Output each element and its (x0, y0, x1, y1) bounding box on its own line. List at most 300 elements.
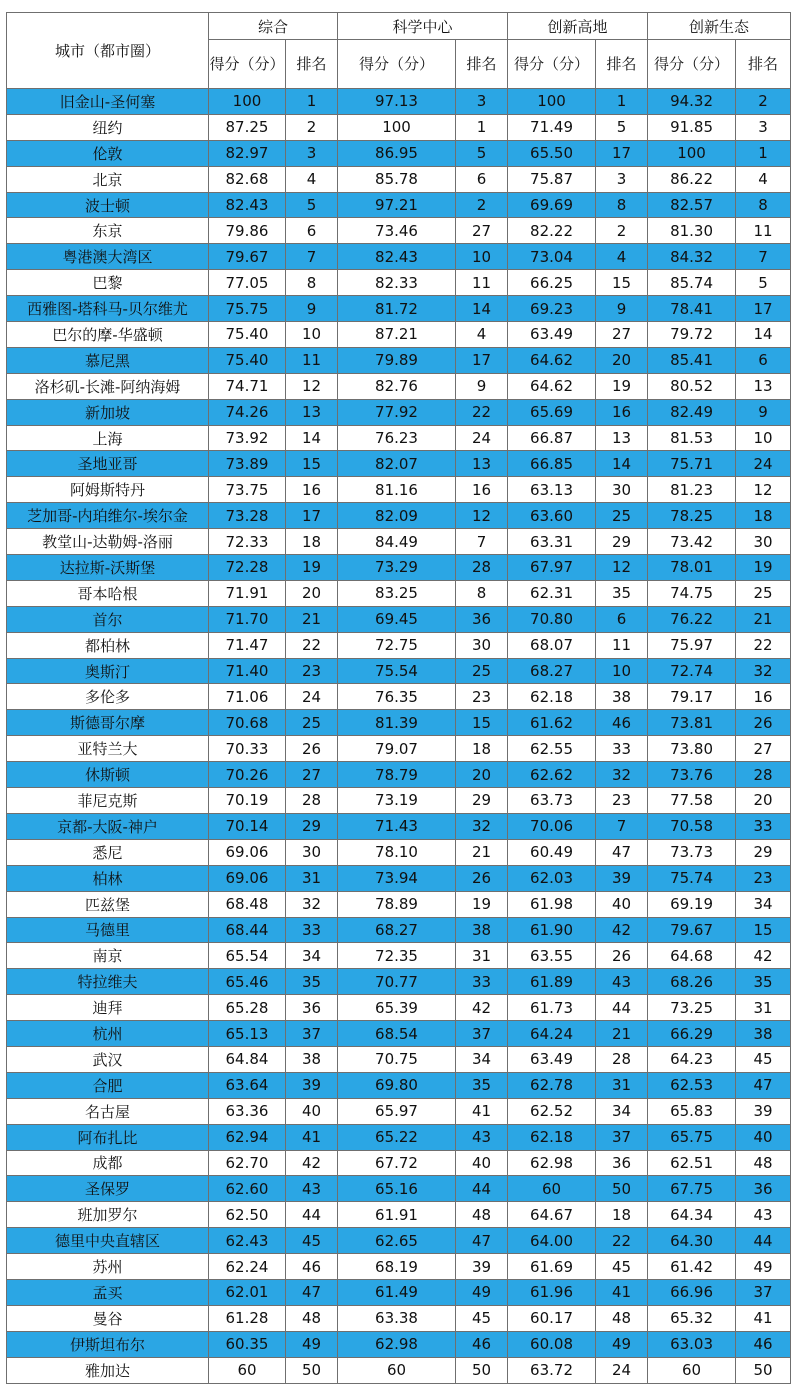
ecosystem-score-cell: 65.75 (648, 1124, 736, 1150)
ecosystem-rank-cell: 8 (736, 192, 791, 218)
highland-score-cell: 62.18 (508, 684, 596, 710)
highland-score-cell: 61.98 (508, 891, 596, 917)
ecosystem-rank-cell: 41 (736, 1305, 791, 1331)
ecosystem-rank-cell: 44 (736, 1228, 791, 1254)
ecosystem-rank-cell: 36 (736, 1176, 791, 1202)
science-rank-cell: 41 (456, 1098, 508, 1124)
highland-score-cell: 66.85 (508, 451, 596, 477)
highland-rank-cell: 6 (596, 606, 648, 632)
highland-rank-cell: 34 (596, 1098, 648, 1124)
table-row (7, 1124, 791, 1150)
table-row (7, 477, 791, 503)
science-rank-cell: 48 (456, 1202, 508, 1228)
ecosystem-score-cell: 64.23 (648, 1046, 736, 1072)
table-row (7, 943, 791, 969)
science-rank-cell: 16 (456, 477, 508, 503)
ecosystem-rank-cell: 29 (736, 839, 791, 865)
ecosystem-rank-cell: 5 (736, 270, 791, 296)
science-rank-cell: 34 (456, 1046, 508, 1072)
science-score-cell: 73.29 (338, 555, 456, 581)
science-rank-cell: 7 (456, 529, 508, 555)
science-score-cell: 65.22 (338, 1124, 456, 1150)
highland-score-cell: 71.49 (508, 114, 596, 140)
highland-score-cell: 66.25 (508, 270, 596, 296)
table-row (7, 1098, 791, 1124)
science-rank-cell: 14 (456, 296, 508, 322)
subheader-rank: 排名 (456, 40, 508, 89)
city-name-cell: 纽约 (7, 114, 209, 140)
city-name-cell: 奥斯汀 (7, 658, 209, 684)
city-name-cell: 伊斯坦布尔 (7, 1331, 209, 1357)
highland-rank-cell: 38 (596, 684, 648, 710)
ecosystem-rank-cell: 47 (736, 1072, 791, 1098)
ecosystem-rank-cell: 32 (736, 658, 791, 684)
composite-rank-cell: 44 (286, 1202, 338, 1228)
ecosystem-rank-cell: 34 (736, 891, 791, 917)
science-score-cell: 85.78 (338, 166, 456, 192)
city-column-header: 城市（都市圈） (7, 13, 209, 89)
table-row (7, 399, 791, 425)
science-score-cell: 73.94 (338, 865, 456, 891)
highland-rank-cell: 37 (596, 1124, 648, 1150)
highland-rank-cell: 48 (596, 1305, 648, 1331)
ecosystem-score-cell: 62.53 (648, 1072, 736, 1098)
city-name-cell: 西雅图-塔科马-贝尔维尤 (7, 296, 209, 322)
composite-rank-cell: 36 (286, 995, 338, 1021)
highland-rank-cell: 12 (596, 555, 648, 581)
science-score-cell: 68.19 (338, 1254, 456, 1280)
highland-score-cell: 63.13 (508, 477, 596, 503)
city-name-cell: 悉尼 (7, 839, 209, 865)
table-row (7, 684, 791, 710)
science-score-cell: 75.54 (338, 658, 456, 684)
composite-rank-cell: 35 (286, 969, 338, 995)
ecosystem-rank-cell: 15 (736, 917, 791, 943)
science-score-cell: 82.07 (338, 451, 456, 477)
ecosystem-score-cell: 100 (648, 140, 736, 166)
composite-score-cell: 75.40 (209, 322, 286, 348)
highland-rank-cell: 42 (596, 917, 648, 943)
science-rank-cell: 8 (456, 580, 508, 606)
table-row (7, 192, 791, 218)
science-rank-cell: 6 (456, 166, 508, 192)
ecosystem-score-cell: 78.41 (648, 296, 736, 322)
table-row (7, 270, 791, 296)
composite-score-cell: 64.84 (209, 1046, 286, 1072)
highland-rank-cell: 47 (596, 839, 648, 865)
science-rank-cell: 36 (456, 606, 508, 632)
highland-rank-cell: 4 (596, 244, 648, 270)
table-row (7, 710, 791, 736)
city-name-cell: 柏林 (7, 865, 209, 891)
science-score-cell: 70.77 (338, 969, 456, 995)
science-score-cell: 68.54 (338, 1021, 456, 1047)
city-name-cell: 亚特兰大 (7, 736, 209, 762)
table-row (7, 451, 791, 477)
science-rank-cell: 30 (456, 632, 508, 658)
science-score-cell: 76.35 (338, 684, 456, 710)
science-score-cell: 81.16 (338, 477, 456, 503)
table-row (7, 891, 791, 917)
city-name-cell: 南京 (7, 943, 209, 969)
city-name-cell: 首尔 (7, 606, 209, 632)
table-row (7, 839, 791, 865)
table-row (7, 373, 791, 399)
composite-rank-cell: 4 (286, 166, 338, 192)
science-score-cell: 82.09 (338, 503, 456, 529)
city-name-cell: 阿姆斯特丹 (7, 477, 209, 503)
city-name-cell: 成都 (7, 1150, 209, 1176)
city-name-cell: 合肥 (7, 1072, 209, 1098)
highland-score-cell: 61.90 (508, 917, 596, 943)
composite-rank-cell: 47 (286, 1279, 338, 1305)
ecosystem-score-cell: 77.58 (648, 788, 736, 814)
table-row (7, 89, 791, 115)
table-row (7, 347, 791, 373)
science-rank-cell: 26 (456, 865, 508, 891)
highland-score-cell: 68.27 (508, 658, 596, 684)
science-score-cell: 69.45 (338, 606, 456, 632)
composite-score-cell: 79.86 (209, 218, 286, 244)
science-score-cell: 70.75 (338, 1046, 456, 1072)
science-rank-cell: 27 (456, 218, 508, 244)
ecosystem-rank-cell: 39 (736, 1098, 791, 1124)
ecosystem-score-cell: 84.32 (648, 244, 736, 270)
ecosystem-score-cell: 60 (648, 1357, 736, 1383)
composite-rank-cell: 11 (286, 347, 338, 373)
composite-score-cell: 71.70 (209, 606, 286, 632)
science-score-cell: 78.89 (338, 891, 456, 917)
science-rank-cell: 49 (456, 1279, 508, 1305)
highland-score-cell: 64.62 (508, 347, 596, 373)
composite-score-cell: 62.50 (209, 1202, 286, 1228)
science-score-cell: 81.39 (338, 710, 456, 736)
table-row (7, 1072, 791, 1098)
highland-rank-cell: 7 (596, 813, 648, 839)
science-score-cell: 84.49 (338, 529, 456, 555)
subheader-score: 得分（分） (508, 40, 596, 89)
composite-rank-cell: 1 (286, 89, 338, 115)
ecosystem-rank-cell: 4 (736, 166, 791, 192)
ecosystem-score-cell: 74.75 (648, 580, 736, 606)
city-name-cell: 马德里 (7, 917, 209, 943)
highland-rank-cell: 31 (596, 1072, 648, 1098)
highland-rank-cell: 39 (596, 865, 648, 891)
science-rank-cell: 11 (456, 270, 508, 296)
science-score-cell: 82.33 (338, 270, 456, 296)
composite-rank-cell: 48 (286, 1305, 338, 1331)
science-score-cell: 73.19 (338, 788, 456, 814)
composite-score-cell: 62.60 (209, 1176, 286, 1202)
science-score-cell: 78.79 (338, 762, 456, 788)
highland-score-cell: 64.00 (508, 1228, 596, 1254)
ecosystem-score-cell: 65.32 (648, 1305, 736, 1331)
composite-score-cell: 100 (209, 89, 286, 115)
composite-rank-cell: 46 (286, 1254, 338, 1280)
composite-rank-cell: 20 (286, 580, 338, 606)
table-row (7, 1254, 791, 1280)
science-rank-cell: 12 (456, 503, 508, 529)
ecosystem-score-cell: 64.34 (648, 1202, 736, 1228)
highland-score-cell: 63.73 (508, 788, 596, 814)
composite-score-cell: 73.92 (209, 425, 286, 451)
ecosystem-score-cell: 68.26 (648, 969, 736, 995)
highland-score-cell: 62.03 (508, 865, 596, 891)
city-name-cell: 匹兹堡 (7, 891, 209, 917)
ecosystem-rank-cell: 1 (736, 140, 791, 166)
science-rank-cell: 2 (456, 192, 508, 218)
ecosystem-rank-cell: 28 (736, 762, 791, 788)
highland-rank-cell: 2 (596, 218, 648, 244)
composite-rank-cell: 33 (286, 917, 338, 943)
composite-rank-cell: 30 (286, 839, 338, 865)
highland-score-cell: 70.06 (508, 813, 596, 839)
science-score-cell: 77.92 (338, 399, 456, 425)
ecosystem-rank-cell: 26 (736, 710, 791, 736)
ecosystem-rank-cell: 37 (736, 1279, 791, 1305)
city-name-cell: 圣保罗 (7, 1176, 209, 1202)
composite-rank-cell: 27 (286, 762, 338, 788)
composite-score-cell: 62.24 (209, 1254, 286, 1280)
ecosystem-score-cell: 64.68 (648, 943, 736, 969)
table-row (7, 917, 791, 943)
composite-score-cell: 70.19 (209, 788, 286, 814)
science-rank-cell: 47 (456, 1228, 508, 1254)
highland-score-cell: 62.52 (508, 1098, 596, 1124)
ecosystem-score-cell: 78.01 (648, 555, 736, 581)
ecosystem-rank-cell: 25 (736, 580, 791, 606)
city-name-cell: 芝加哥-内珀维尔-埃尔金 (7, 503, 209, 529)
highland-score-cell: 63.55 (508, 943, 596, 969)
science-score-cell: 73.46 (338, 218, 456, 244)
ecosystem-score-cell: 73.80 (648, 736, 736, 762)
highland-score-cell: 62.62 (508, 762, 596, 788)
highland-score-cell: 69.23 (508, 296, 596, 322)
city-name-cell: 迪拜 (7, 995, 209, 1021)
table-row (7, 140, 791, 166)
ecosystem-rank-cell: 11 (736, 218, 791, 244)
composite-score-cell: 60 (209, 1357, 286, 1383)
science-score-cell: 69.80 (338, 1072, 456, 1098)
highland-rank-cell: 50 (596, 1176, 648, 1202)
city-name-cell: 达拉斯-沃斯堡 (7, 555, 209, 581)
composite-score-cell: 65.46 (209, 969, 286, 995)
highland-rank-cell: 25 (596, 503, 648, 529)
table-row (7, 1021, 791, 1047)
science-score-cell: 83.25 (338, 580, 456, 606)
table-row (7, 503, 791, 529)
composite-rank-cell: 50 (286, 1357, 338, 1383)
composite-rank-cell: 37 (286, 1021, 338, 1047)
composite-score-cell: 77.05 (209, 270, 286, 296)
composite-rank-cell: 28 (286, 788, 338, 814)
highland-score-cell: 61.89 (508, 969, 596, 995)
highland-score-cell: 62.31 (508, 580, 596, 606)
table-row (7, 529, 791, 555)
science-rank-cell: 24 (456, 425, 508, 451)
city-name-cell: 休斯顿 (7, 762, 209, 788)
highland-rank-cell: 18 (596, 1202, 648, 1228)
ecosystem-score-cell: 72.74 (648, 658, 736, 684)
city-name-cell: 洛杉矶-长滩-阿纳海姆 (7, 373, 209, 399)
composite-score-cell: 75.40 (209, 347, 286, 373)
composite-score-cell: 70.68 (209, 710, 286, 736)
science-rank-cell: 9 (456, 373, 508, 399)
science-score-cell: 63.38 (338, 1305, 456, 1331)
composite-rank-cell: 49 (286, 1331, 338, 1357)
city-name-cell: 雅加达 (7, 1357, 209, 1383)
table-row (7, 606, 791, 632)
composite-score-cell: 71.47 (209, 632, 286, 658)
highland-rank-cell: 14 (596, 451, 648, 477)
highland-rank-cell: 21 (596, 1021, 648, 1047)
highland-rank-cell: 13 (596, 425, 648, 451)
city-name-cell: 东京 (7, 218, 209, 244)
highland-score-cell: 61.96 (508, 1279, 596, 1305)
subheader-score: 得分（分） (209, 40, 286, 89)
composite-score-cell: 82.97 (209, 140, 286, 166)
ecosystem-score-cell: 85.74 (648, 270, 736, 296)
ecosystem-score-cell: 66.96 (648, 1279, 736, 1305)
city-name-cell: 伦敦 (7, 140, 209, 166)
city-name-cell: 多伦多 (7, 684, 209, 710)
composite-score-cell: 71.40 (209, 658, 286, 684)
composite-rank-cell: 42 (286, 1150, 338, 1176)
composite-rank-cell: 38 (286, 1046, 338, 1072)
highland-score-cell: 73.04 (508, 244, 596, 270)
science-rank-cell: 43 (456, 1124, 508, 1150)
ecosystem-score-cell: 85.41 (648, 347, 736, 373)
composite-score-cell: 70.26 (209, 762, 286, 788)
highland-rank-cell: 28 (596, 1046, 648, 1072)
science-rank-cell: 38 (456, 917, 508, 943)
composite-score-cell: 82.68 (209, 166, 286, 192)
science-rank-cell: 20 (456, 762, 508, 788)
science-rank-cell: 21 (456, 839, 508, 865)
highland-rank-cell: 32 (596, 762, 648, 788)
table-row (7, 1228, 791, 1254)
table-body (7, 89, 791, 1384)
table-row (7, 1357, 791, 1383)
composite-score-cell: 74.26 (209, 399, 286, 425)
composite-rank-cell: 15 (286, 451, 338, 477)
composite-rank-cell: 3 (286, 140, 338, 166)
science-rank-cell: 31 (456, 943, 508, 969)
table-row (7, 736, 791, 762)
ecosystem-rank-cell: 33 (736, 813, 791, 839)
highland-score-cell: 69.69 (508, 192, 596, 218)
highland-rank-cell: 30 (596, 477, 648, 503)
highland-score-cell: 63.72 (508, 1357, 596, 1383)
science-rank-cell: 42 (456, 995, 508, 1021)
highland-rank-cell: 35 (596, 580, 648, 606)
city-name-cell: 杭州 (7, 1021, 209, 1047)
group-header-composite: 综合 (209, 13, 338, 40)
ecosystem-score-cell: 70.58 (648, 813, 736, 839)
ecosystem-rank-cell: 27 (736, 736, 791, 762)
composite-score-cell: 73.89 (209, 451, 286, 477)
highland-rank-cell: 23 (596, 788, 648, 814)
composite-score-cell: 74.71 (209, 373, 286, 399)
composite-score-cell: 62.70 (209, 1150, 286, 1176)
science-rank-cell: 35 (456, 1072, 508, 1098)
science-rank-cell: 10 (456, 244, 508, 270)
composite-rank-cell: 13 (286, 399, 338, 425)
table-row (7, 658, 791, 684)
table-row (7, 813, 791, 839)
composite-score-cell: 62.94 (209, 1124, 286, 1150)
composite-rank-cell: 19 (286, 555, 338, 581)
composite-score-cell: 75.75 (209, 296, 286, 322)
highland-score-cell: 63.49 (508, 322, 596, 348)
science-rank-cell: 19 (456, 891, 508, 917)
composite-rank-cell: 10 (286, 322, 338, 348)
ecosystem-score-cell: 73.42 (648, 529, 736, 555)
ecosystem-score-cell: 75.97 (648, 632, 736, 658)
ecosystem-score-cell: 82.57 (648, 192, 736, 218)
highland-rank-cell: 41 (596, 1279, 648, 1305)
highland-rank-cell: 24 (596, 1357, 648, 1383)
ecosystem-rank-cell: 19 (736, 555, 791, 581)
science-score-cell: 82.43 (338, 244, 456, 270)
ecosystem-rank-cell: 10 (736, 425, 791, 451)
ecosystem-score-cell: 65.83 (648, 1098, 736, 1124)
table-row (7, 788, 791, 814)
science-score-cell: 76.23 (338, 425, 456, 451)
science-score-cell: 62.98 (338, 1331, 456, 1357)
group-header-innovation-highland: 创新高地 (508, 13, 648, 40)
table-row (7, 425, 791, 451)
highland-score-cell: 75.87 (508, 166, 596, 192)
highland-score-cell: 82.22 (508, 218, 596, 244)
science-score-cell: 68.27 (338, 917, 456, 943)
subheader-score: 得分（分） (648, 40, 736, 89)
highland-rank-cell: 20 (596, 347, 648, 373)
ecosystem-score-cell: 79.67 (648, 917, 736, 943)
highland-rank-cell: 29 (596, 529, 648, 555)
table-row (7, 865, 791, 891)
highland-rank-cell: 40 (596, 891, 648, 917)
ecosystem-rank-cell: 14 (736, 322, 791, 348)
highland-rank-cell: 16 (596, 399, 648, 425)
highland-score-cell: 62.98 (508, 1150, 596, 1176)
ecosystem-score-cell: 91.85 (648, 114, 736, 140)
ecosystem-rank-cell: 6 (736, 347, 791, 373)
highland-rank-cell: 9 (596, 296, 648, 322)
highland-score-cell: 100 (508, 89, 596, 115)
science-rank-cell: 22 (456, 399, 508, 425)
ecosystem-score-cell: 66.29 (648, 1021, 736, 1047)
composite-score-cell: 70.14 (209, 813, 286, 839)
ecosystem-rank-cell: 45 (736, 1046, 791, 1072)
composite-score-cell: 87.25 (209, 114, 286, 140)
highland-rank-cell: 5 (596, 114, 648, 140)
highland-rank-cell: 1 (596, 89, 648, 115)
composite-rank-cell: 39 (286, 1072, 338, 1098)
science-score-cell: 97.13 (338, 89, 456, 115)
composite-rank-cell: 6 (286, 218, 338, 244)
ecosystem-score-cell: 76.22 (648, 606, 736, 632)
table-row (7, 1202, 791, 1228)
ecosystem-score-cell: 86.22 (648, 166, 736, 192)
highland-rank-cell: 11 (596, 632, 648, 658)
science-score-cell: 81.72 (338, 296, 456, 322)
table-row (7, 218, 791, 244)
science-score-cell: 65.39 (338, 995, 456, 1021)
composite-score-cell: 71.91 (209, 580, 286, 606)
city-name-cell: 名古屋 (7, 1098, 209, 1124)
science-rank-cell: 44 (456, 1176, 508, 1202)
